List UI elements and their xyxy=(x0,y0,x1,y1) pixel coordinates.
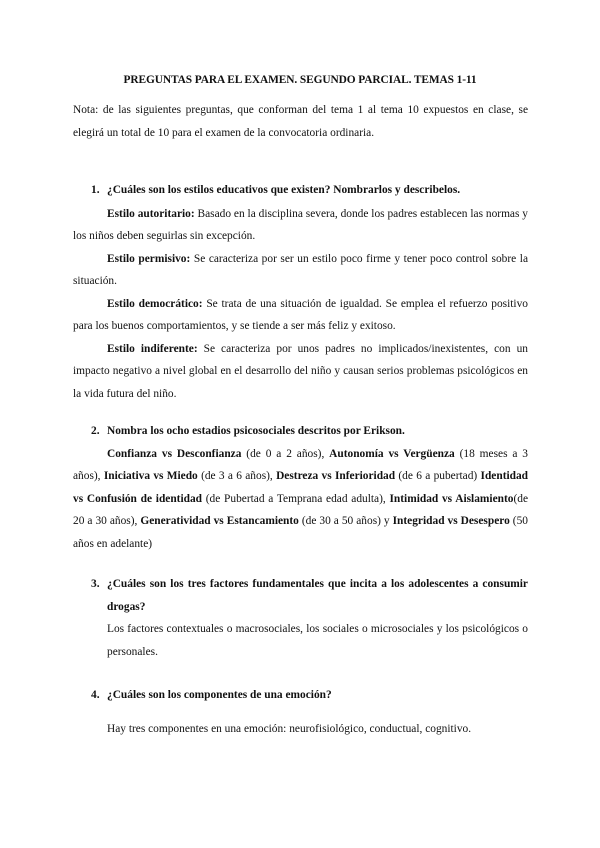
stage-age: (de 3 a 6 años), xyxy=(197,470,277,482)
question-number: 3. xyxy=(91,578,100,590)
question-3 xyxy=(73,573,528,663)
stage-age: (de 20 a 30 años), xyxy=(73,492,528,527)
question-text: ¿Cuáles son los estilos educativos que existen? Nombrarlos y describelos. xyxy=(107,184,461,196)
stage-age: (18 meses a 3 años), xyxy=(73,447,528,482)
style-term: Estilo democrático: xyxy=(107,297,203,310)
question-number: 2. xyxy=(91,425,100,437)
question-number: 1. xyxy=(91,184,100,196)
erikson-stages xyxy=(73,443,528,556)
answer-text: Los factores contextuales o macrosociales, los sociales o microsociales y los psicológicos o personales. xyxy=(107,623,528,658)
style-desc: Se trata de una situación de igualdad. Se emplea el refuerzo positivo para los buenos comportamientos, y se tiende a ser más feliz y exitoso. xyxy=(73,297,528,332)
style-desc: Se caracteriza por unos padres no implicados/inexistentes, con un impacto negativo a nivel global en el desarrollo del niño y causan serios problemas psicológicos en la vida futura del niño. xyxy=(73,342,528,400)
stage-name: Identidad vs Confusión de identidad xyxy=(73,470,529,505)
document-title: PREGUNTAS PARA EL EXAMEN. SEGUNDO PARCIAL. TEMAS 1-11 xyxy=(123,74,477,86)
question-text: Nombra los ocho estadios psicosociales descritos por Erikson. xyxy=(107,425,405,437)
style-indifferent xyxy=(73,338,528,406)
style-desc: Se caracteriza por ser un estilo poco firme y tener poco control sobre la situación. xyxy=(73,252,528,287)
question-4 xyxy=(73,684,528,740)
question-text: ¿Cuáles son los componentes de una emoción? xyxy=(107,689,332,701)
question-text: ¿Cuáles son los tres factores fundamentales que incita a los adolescentes a consumir drogas? xyxy=(107,578,528,613)
stage-age: (de 0 a 2 años), xyxy=(241,447,330,460)
stage-name: Generatividad vs Estancamiento xyxy=(140,515,299,527)
stage-name: Iniciativa vs Miedo xyxy=(103,470,198,482)
stage-age: (de 30 a 50 años) y xyxy=(298,515,393,527)
question-answer xyxy=(107,618,528,663)
style-term: Estilo permisivo: xyxy=(107,252,191,265)
style-authoritarian xyxy=(73,203,528,248)
stage-age: (de Pubertad a Temprana edad adulta), xyxy=(202,492,390,505)
question-number: 4. xyxy=(91,689,100,701)
stage-name: Confianza vs Desconfianza xyxy=(107,447,242,460)
question-2 xyxy=(73,420,528,555)
stage-name: Integridad vs Desespero xyxy=(392,515,510,527)
question-1 xyxy=(73,179,528,405)
style-desc: Basado en la disciplina severa, donde los padres establecen las normas y los niños deben seguirlas sin excepción. xyxy=(73,207,528,242)
stage-name: Autonomía vs Vergüenza xyxy=(329,447,455,460)
stage-age: (50 años en adelante) xyxy=(73,515,528,550)
style-term: Estilo indiferente: xyxy=(107,342,198,355)
exam-note: Nota: de las siguientes preguntas, que conforman del tema 1 al tema 10 expuestos en clase, se elegirá un total de 10 para el examen de la convocatoria ordinaria. xyxy=(73,104,528,139)
question-answer: Hay tres componentes en una emoción: neurofisiológico, conductual, cognitivo. xyxy=(107,722,472,735)
style-permissive xyxy=(73,248,528,293)
stage-name: Destreza vs Inferioridad xyxy=(276,470,396,482)
stage-name: Intimidad vs Aislamiento xyxy=(389,492,514,505)
stage-age: (de 6 a pubertad) xyxy=(395,470,481,482)
style-term: Estilo autoritario: xyxy=(107,207,195,220)
style-democratic xyxy=(73,293,528,338)
